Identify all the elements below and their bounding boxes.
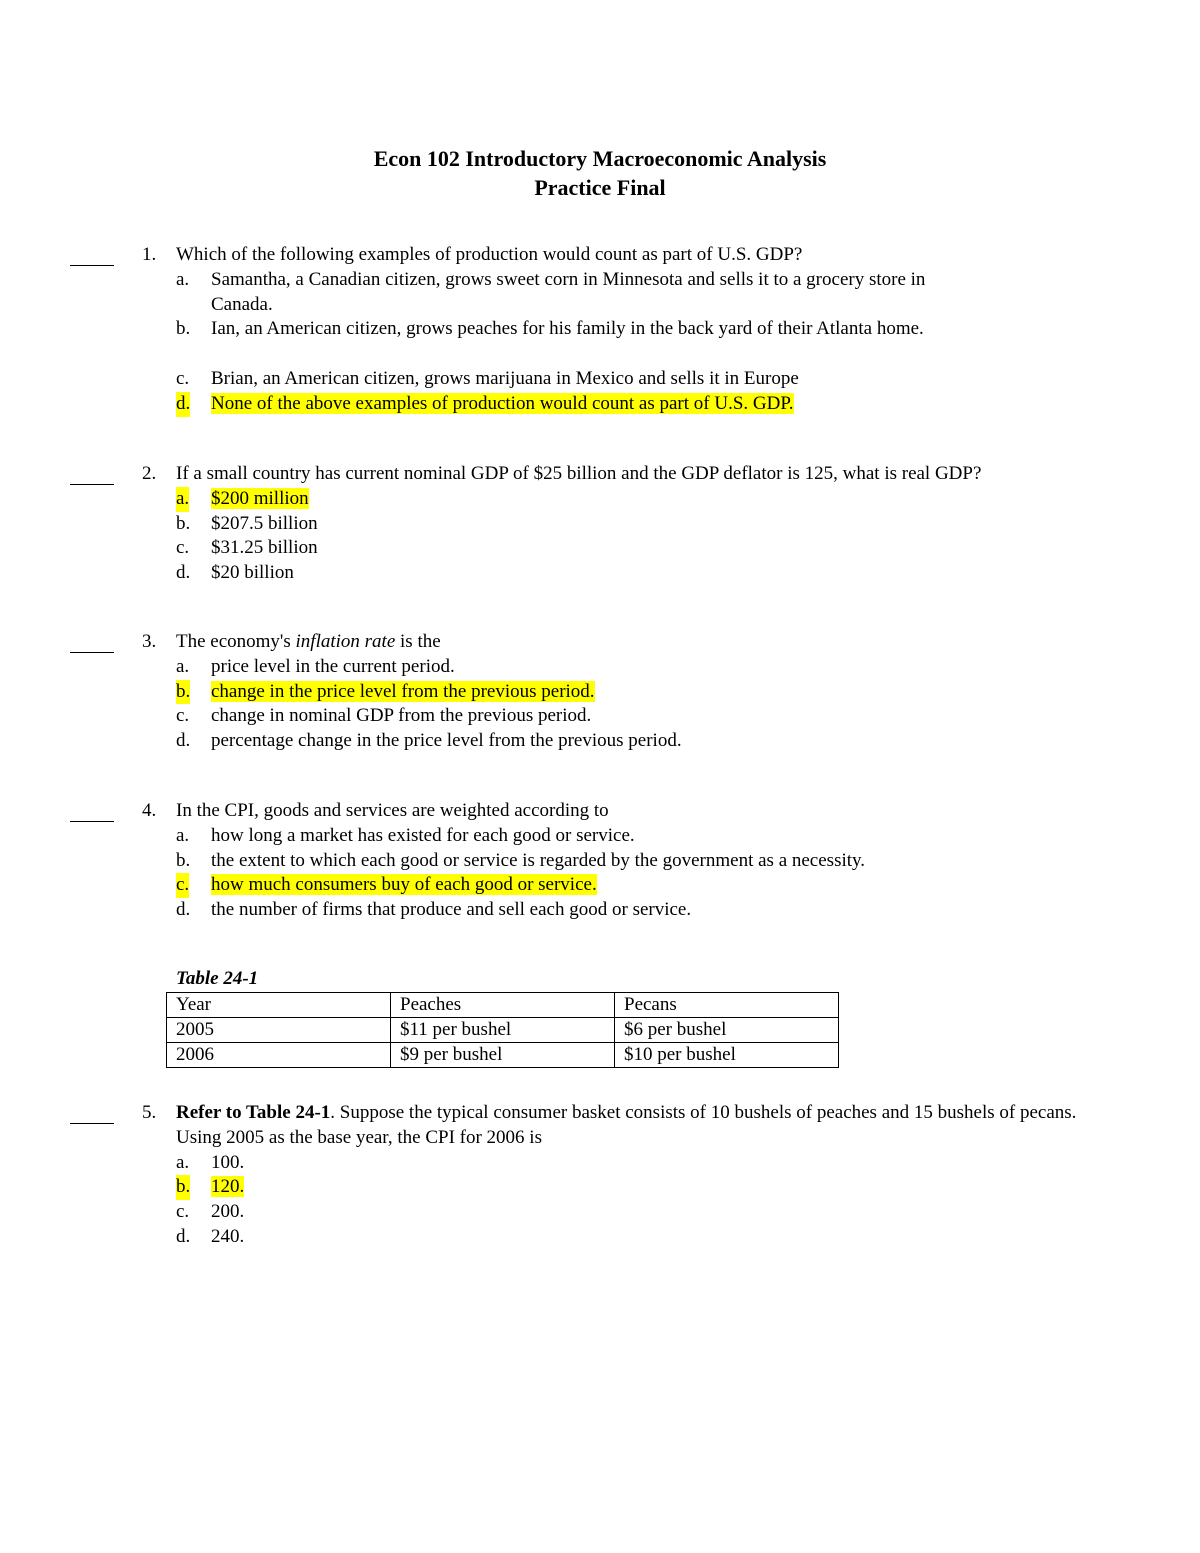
question-text	[176, 1101, 1121, 1151]
option-text: 120.	[211, 1176, 245, 1198]
option-letter: b.	[176, 512, 191, 534]
option-letter: a.	[176, 655, 190, 677]
option-text-wrap	[211, 1175, 991, 1200]
question-text-end: is the	[395, 631, 441, 652]
question-text-start: The economy's	[176, 631, 296, 652]
option-text: $207.5 billion	[211, 512, 318, 534]
question-text: In the CPI, goods and services are weighted according to	[176, 800, 609, 821]
option-letter: c.	[176, 1201, 190, 1223]
option-d	[0, 561, 1200, 586]
option-letter: b.	[176, 318, 191, 340]
option-text: Ian, an American citizen, grows peaches for his family in the back yard of their Atlanta home.	[211, 318, 924, 340]
answer-blank	[70, 1123, 114, 1124]
question-number: 2.	[142, 463, 157, 484]
answer-blank	[70, 652, 114, 653]
question-number: 1.	[142, 244, 157, 265]
option-letter: d.	[176, 730, 191, 752]
option-c	[0, 1200, 1200, 1225]
question-text-end: . Suppose the typical consumer basket consists of 10 bushels of peaches and 15 bushels of pecans. Using 2005 as the base year, the CPI for 2006 is	[176, 1102, 1077, 1148]
option-list	[0, 1151, 1200, 1250]
option-text: None of the above examples of production would count as part of U.S. GDP.	[211, 392, 794, 414]
option-text: price level in the current period.	[211, 655, 455, 677]
option-text: $200 million	[211, 487, 309, 509]
option-text: 240.	[211, 1225, 245, 1247]
answer-blank	[70, 821, 114, 822]
table-cell: $11 per bushel	[391, 1018, 615, 1043]
title-line-1: Econ 102 Introductory Macroeconomic Analysis	[373, 146, 827, 171]
option-letter: c.	[176, 705, 190, 727]
price-table	[166, 992, 839, 1068]
option-b	[0, 680, 1200, 705]
option-b	[0, 1175, 1200, 1200]
option-d	[0, 1225, 1200, 1250]
option-letter: d.	[176, 562, 191, 584]
option-text: 200.	[211, 1201, 245, 1223]
option-letter: b.	[176, 1175, 190, 1200]
option-a	[0, 655, 1200, 680]
option-letter: b.	[176, 680, 190, 705]
option-text-wrap	[211, 680, 991, 705]
table-row	[167, 1043, 839, 1068]
option-text: Samantha, a Canadian citizen, grows sweet corn in Minnesota and sells it to a grocery store in Canada.	[211, 268, 926, 315]
option-a	[0, 268, 1200, 318]
answer-blank	[70, 484, 114, 485]
option-letter: d.	[176, 1225, 191, 1247]
table-header-row	[167, 993, 839, 1018]
option-list	[0, 655, 1200, 754]
question-number: 4.	[142, 800, 157, 821]
table-cell: 2005	[167, 1018, 391, 1043]
option-letter: a.	[176, 1151, 190, 1173]
option-list	[0, 824, 1200, 923]
option-text: change in nominal GDP from the previous period.	[211, 705, 592, 727]
answer-blank	[70, 265, 114, 266]
option-list	[0, 268, 1200, 417]
option-letter: b.	[176, 849, 191, 871]
option-letter: c.	[176, 367, 190, 389]
option-letter: c.	[176, 537, 190, 559]
option-letter: c.	[176, 873, 189, 898]
option-text: the extent to which each good or service is regarded by the government as a necessity.	[211, 849, 866, 871]
option-a	[0, 1151, 1200, 1176]
question-number: 3.	[142, 631, 157, 652]
option-d	[0, 729, 1200, 754]
option-b	[0, 317, 1200, 367]
question-text: If a small country has current nominal GDP of $25 billion and the GDP deflator is 125, what is real GDP?	[176, 463, 982, 484]
option-letter: d.	[176, 392, 190, 417]
option-text: change in the price level from the previous period.	[211, 680, 595, 702]
option-list	[0, 487, 1200, 586]
question-text-italic: inflation rate	[295, 631, 396, 652]
option-b	[0, 849, 1200, 874]
option-text: $31.25 billion	[211, 537, 318, 559]
option-text: Brian, an American citizen, grows marijuana in Mexico and sells it in Europe	[211, 367, 799, 389]
option-text-wrap	[211, 873, 991, 898]
option-d	[0, 898, 1200, 923]
question-text: Which of the following examples of production would count as part of U.S. GDP?	[176, 244, 803, 265]
title-line-2: Practice Final	[534, 175, 666, 200]
option-text: $20 billion	[211, 562, 294, 584]
table-cell: $10 per bushel	[615, 1043, 839, 1068]
option-a	[0, 824, 1200, 849]
table-cell: Peaches	[391, 993, 615, 1018]
table-cell: $6 per bushel	[615, 1018, 839, 1043]
option-c	[0, 704, 1200, 729]
table-cell: $9 per bushel	[391, 1043, 615, 1068]
option-text-wrap	[211, 487, 991, 512]
option-text: percentage change in the price level from the previous period.	[211, 730, 682, 752]
table-caption: Table 24-1	[176, 968, 259, 989]
table-row	[167, 1018, 839, 1043]
option-d	[0, 392, 1200, 417]
question-number: 5.	[142, 1102, 157, 1123]
table-cell: Year	[167, 993, 391, 1018]
option-text-wrap	[211, 392, 991, 417]
option-c	[0, 873, 1200, 898]
question-text	[176, 630, 1116, 655]
option-letter: a.	[176, 487, 189, 512]
question-text-bold: Refer to Table 24-1	[176, 1102, 331, 1123]
option-letter: d.	[176, 899, 191, 921]
option-text: how long a market has existed for each good or service.	[211, 824, 635, 846]
table-cell: 2006	[167, 1043, 391, 1068]
option-text: the number of firms that produce and sell each good or service.	[211, 899, 692, 921]
option-text: 100.	[211, 1151, 245, 1173]
option-c	[0, 536, 1200, 561]
option-text: how much consumers buy of each good or service.	[211, 874, 597, 896]
option-c	[0, 367, 1200, 392]
option-b	[0, 512, 1200, 537]
option-letter: a.	[176, 824, 190, 846]
table-cell: Pecans	[615, 993, 839, 1018]
page-title	[0, 144, 1200, 202]
option-a	[0, 487, 1200, 512]
option-letter: a.	[176, 268, 190, 290]
